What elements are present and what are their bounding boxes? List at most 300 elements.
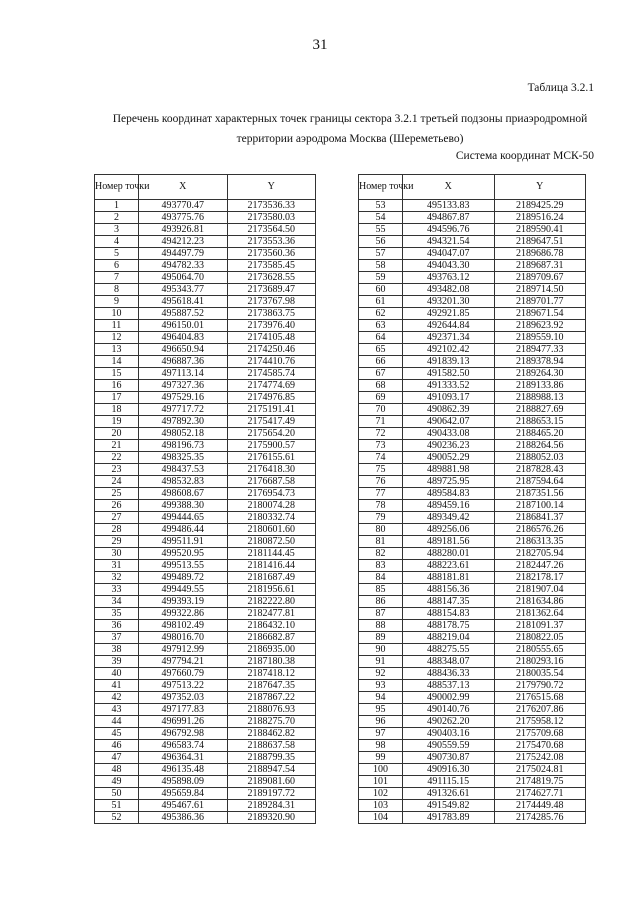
x-coordinate-cell: 493775.76 bbox=[139, 212, 228, 224]
x-coordinate-cell: 497892.30 bbox=[139, 416, 228, 428]
point-number-cell: 43 bbox=[95, 704, 139, 716]
x-coordinate-cell: 494321.54 bbox=[403, 236, 495, 248]
point-number-cell: 37 bbox=[95, 632, 139, 644]
y-coordinate-cell: 2180555.65 bbox=[494, 644, 586, 656]
y-coordinate-cell: 2189623.92 bbox=[494, 320, 586, 332]
table-row bbox=[95, 788, 316, 800]
table-row bbox=[95, 452, 316, 464]
x-coordinate-cell: 495898.09 bbox=[139, 776, 228, 788]
x-coordinate-cell: 497113.14 bbox=[139, 368, 228, 380]
y-coordinate-cell: 2189709.67 bbox=[494, 272, 586, 284]
table-row bbox=[359, 260, 586, 272]
table-row bbox=[95, 464, 316, 476]
point-number-cell: 4 bbox=[95, 236, 139, 248]
x-coordinate-cell: 497794.21 bbox=[139, 656, 228, 668]
x-coordinate-cell: 490916.30 bbox=[403, 764, 495, 776]
y-coordinate-cell: 2188052.03 bbox=[494, 452, 586, 464]
point-number-cell: 97 bbox=[359, 728, 403, 740]
y-coordinate-cell: 2189320.90 bbox=[227, 812, 316, 824]
point-number-cell: 64 bbox=[359, 332, 403, 344]
y-coordinate-cell: 2174250.46 bbox=[227, 344, 316, 356]
y-coordinate-cell: 2186935.00 bbox=[227, 644, 316, 656]
x-coordinate-cell: 492921.85 bbox=[403, 308, 495, 320]
x-coordinate-cell: 488156.36 bbox=[403, 584, 495, 596]
table-row bbox=[95, 416, 316, 428]
x-coordinate-cell: 490002.99 bbox=[403, 692, 495, 704]
table-row bbox=[359, 716, 586, 728]
x-coordinate-cell: 495133.83 bbox=[403, 200, 495, 212]
y-coordinate-cell: 2175958.12 bbox=[494, 716, 586, 728]
y-coordinate-cell: 2187828.43 bbox=[494, 464, 586, 476]
y-coordinate-cell: 2188275.70 bbox=[227, 716, 316, 728]
y-coordinate-cell: 2176155.61 bbox=[227, 452, 316, 464]
x-coordinate-cell: 491549.82 bbox=[403, 800, 495, 812]
y-coordinate-cell: 2189686.78 bbox=[494, 248, 586, 260]
x-coordinate-cell: 492102.42 bbox=[403, 344, 495, 356]
table-row bbox=[359, 740, 586, 752]
page-number: 31 bbox=[312, 37, 328, 53]
table-row bbox=[95, 296, 316, 308]
table-row bbox=[359, 488, 586, 500]
y-coordinate-cell: 2175417.49 bbox=[227, 416, 316, 428]
y-coordinate-cell: 2173580.03 bbox=[227, 212, 316, 224]
y-coordinate-cell: 2175654.20 bbox=[227, 428, 316, 440]
table-row bbox=[95, 392, 316, 404]
table-row bbox=[359, 272, 586, 284]
y-coordinate-cell: 2174774.69 bbox=[227, 380, 316, 392]
point-number-cell: 2 bbox=[95, 212, 139, 224]
point-number-cell: 39 bbox=[95, 656, 139, 668]
y-coordinate-cell: 2181144.45 bbox=[227, 548, 316, 560]
point-number-cell: 83 bbox=[359, 560, 403, 572]
point-number-cell: 78 bbox=[359, 500, 403, 512]
point-number-cell: 9 bbox=[95, 296, 139, 308]
x-coordinate-cell: 488219.04 bbox=[403, 632, 495, 644]
y-coordinate-cell: 2187594.64 bbox=[494, 476, 586, 488]
table-row bbox=[95, 704, 316, 716]
table-row bbox=[359, 788, 586, 800]
table-row bbox=[359, 476, 586, 488]
y-coordinate-cell: 2181416.44 bbox=[227, 560, 316, 572]
x-coordinate-cell: 496887.36 bbox=[139, 356, 228, 368]
table-row bbox=[95, 320, 316, 332]
table-row bbox=[95, 428, 316, 440]
y-coordinate-cell: 2174105.48 bbox=[227, 332, 316, 344]
point-number-cell: 57 bbox=[359, 248, 403, 260]
x-coordinate-cell: 490559.59 bbox=[403, 740, 495, 752]
y-coordinate-cell: 2174627.71 bbox=[494, 788, 586, 800]
y-coordinate-cell: 2182447.26 bbox=[494, 560, 586, 572]
y-coordinate-cell: 2188799.35 bbox=[227, 752, 316, 764]
x-coordinate-cell: 497177.83 bbox=[139, 704, 228, 716]
table-title-line-2: территории аэродрома Москва (Шереметьево) bbox=[236, 133, 464, 145]
point-number-cell: 62 bbox=[359, 308, 403, 320]
x-coordinate-cell: 489459.16 bbox=[403, 500, 495, 512]
y-coordinate-cell: 2187867.22 bbox=[227, 692, 316, 704]
x-coordinate-cell: 498196.73 bbox=[139, 440, 228, 452]
y-coordinate-cell: 2181956.61 bbox=[227, 584, 316, 596]
x-coordinate-cell: 498608.67 bbox=[139, 488, 228, 500]
x-coordinate-cell: 494047.07 bbox=[403, 248, 495, 260]
table-row bbox=[359, 296, 586, 308]
point-number-cell: 26 bbox=[95, 500, 139, 512]
y-coordinate-cell: 2173560.36 bbox=[227, 248, 316, 260]
y-coordinate-cell: 2187100.14 bbox=[494, 500, 586, 512]
y-coordinate-cell: 2173564.50 bbox=[227, 224, 316, 236]
x-coordinate-cell: 490140.76 bbox=[403, 704, 495, 716]
x-coordinate-cell: 493763.12 bbox=[403, 272, 495, 284]
y-coordinate-cell: 2189687.31 bbox=[494, 260, 586, 272]
y-coordinate-cell: 2175191.41 bbox=[227, 404, 316, 416]
x-coordinate-cell: 499513.55 bbox=[139, 560, 228, 572]
point-number-cell: 22 bbox=[95, 452, 139, 464]
table-row bbox=[95, 236, 316, 248]
table-row bbox=[359, 440, 586, 452]
table-row bbox=[95, 608, 316, 620]
table-body-right bbox=[359, 200, 586, 824]
table-row bbox=[359, 236, 586, 248]
point-number-cell: 61 bbox=[359, 296, 403, 308]
table-row bbox=[359, 680, 586, 692]
point-number-cell: 85 bbox=[359, 584, 403, 596]
table-label: Таблица 3.2.1 bbox=[527, 82, 594, 94]
point-number-cell: 87 bbox=[359, 608, 403, 620]
table-row bbox=[95, 524, 316, 536]
y-coordinate-cell: 2181362.64 bbox=[494, 608, 586, 620]
x-coordinate-cell: 493926.81 bbox=[139, 224, 228, 236]
y-coordinate-cell: 2188264.56 bbox=[494, 440, 586, 452]
point-number-cell: 15 bbox=[95, 368, 139, 380]
x-coordinate-cell: 499393.19 bbox=[139, 596, 228, 608]
table-row bbox=[95, 536, 316, 548]
x-coordinate-cell: 493201.30 bbox=[403, 296, 495, 308]
table-row bbox=[359, 320, 586, 332]
x-coordinate-cell: 496583.74 bbox=[139, 740, 228, 752]
point-number-cell: 18 bbox=[95, 404, 139, 416]
point-number-cell: 84 bbox=[359, 572, 403, 584]
point-number-cell: 30 bbox=[95, 548, 139, 560]
point-number-cell: 100 bbox=[359, 764, 403, 776]
x-coordinate-cell: 490052.29 bbox=[403, 452, 495, 464]
y-coordinate-cell: 2189590.41 bbox=[494, 224, 586, 236]
point-number-cell: 70 bbox=[359, 404, 403, 416]
point-number-cell: 25 bbox=[95, 488, 139, 500]
x-coordinate-cell: 491093.17 bbox=[403, 392, 495, 404]
y-coordinate-cell: 2189378.94 bbox=[494, 356, 586, 368]
table-row bbox=[359, 428, 586, 440]
point-number-cell: 54 bbox=[359, 212, 403, 224]
y-coordinate-cell: 2188637.58 bbox=[227, 740, 316, 752]
y-coordinate-cell: 2188653.15 bbox=[494, 416, 586, 428]
table-row bbox=[95, 656, 316, 668]
point-number-cell: 55 bbox=[359, 224, 403, 236]
point-number-cell: 48 bbox=[95, 764, 139, 776]
point-number-cell: 8 bbox=[95, 284, 139, 296]
x-coordinate-cell: 490236.23 bbox=[403, 440, 495, 452]
point-number-cell: 12 bbox=[95, 332, 139, 344]
x-coordinate-cell: 495618.41 bbox=[139, 296, 228, 308]
y-coordinate-cell: 2175470.68 bbox=[494, 740, 586, 752]
table-row bbox=[95, 500, 316, 512]
y-coordinate-cell: 2187647.35 bbox=[227, 680, 316, 692]
table-row bbox=[359, 764, 586, 776]
table-row bbox=[95, 632, 316, 644]
table-row bbox=[359, 416, 586, 428]
y-coordinate-cell: 2173767.98 bbox=[227, 296, 316, 308]
x-coordinate-cell: 493482.08 bbox=[403, 284, 495, 296]
x-coordinate-cell: 496150.01 bbox=[139, 320, 228, 332]
table-row bbox=[95, 332, 316, 344]
point-number-cell: 95 bbox=[359, 704, 403, 716]
point-number-cell: 68 bbox=[359, 380, 403, 392]
point-number-cell: 101 bbox=[359, 776, 403, 788]
x-coordinate-cell: 499486.44 bbox=[139, 524, 228, 536]
point-number-cell: 6 bbox=[95, 260, 139, 272]
x-coordinate-cell: 495467.61 bbox=[139, 800, 228, 812]
point-number-cell: 74 bbox=[359, 452, 403, 464]
table-row bbox=[359, 632, 586, 644]
point-number-cell: 1 bbox=[95, 200, 139, 212]
point-number-cell: 29 bbox=[95, 536, 139, 548]
point-number-cell: 40 bbox=[95, 668, 139, 680]
table-row bbox=[359, 800, 586, 812]
header-point-number: Номер точки bbox=[95, 175, 139, 200]
table-row bbox=[95, 476, 316, 488]
x-coordinate-cell: 490262.20 bbox=[403, 716, 495, 728]
table-row bbox=[95, 716, 316, 728]
y-coordinate-cell: 2181634.86 bbox=[494, 596, 586, 608]
x-coordinate-cell: 496364.31 bbox=[139, 752, 228, 764]
y-coordinate-cell: 2173689.47 bbox=[227, 284, 316, 296]
table-row bbox=[95, 512, 316, 524]
table-header-row bbox=[95, 175, 316, 200]
y-coordinate-cell: 2189284.31 bbox=[227, 800, 316, 812]
x-coordinate-cell: 489256.06 bbox=[403, 524, 495, 536]
header-point-number: Номер точки bbox=[359, 175, 403, 200]
point-number-cell: 98 bbox=[359, 740, 403, 752]
y-coordinate-cell: 2173553.36 bbox=[227, 236, 316, 248]
x-coordinate-cell: 491326.61 bbox=[403, 788, 495, 800]
point-number-cell: 42 bbox=[95, 692, 139, 704]
point-number-cell: 50 bbox=[95, 788, 139, 800]
table-row bbox=[95, 212, 316, 224]
x-coordinate-cell: 497352.03 bbox=[139, 692, 228, 704]
y-coordinate-cell: 2176687.58 bbox=[227, 476, 316, 488]
x-coordinate-cell: 490403.16 bbox=[403, 728, 495, 740]
table-row bbox=[95, 584, 316, 596]
point-number-cell: 35 bbox=[95, 608, 139, 620]
point-number-cell: 71 bbox=[359, 416, 403, 428]
x-coordinate-cell: 488147.35 bbox=[403, 596, 495, 608]
x-coordinate-cell: 488154.83 bbox=[403, 608, 495, 620]
x-coordinate-cell: 493770.47 bbox=[139, 200, 228, 212]
table-row bbox=[359, 644, 586, 656]
x-coordinate-cell: 495659.84 bbox=[139, 788, 228, 800]
y-coordinate-cell: 2187180.38 bbox=[227, 656, 316, 668]
point-number-cell: 88 bbox=[359, 620, 403, 632]
x-coordinate-cell: 491839.13 bbox=[403, 356, 495, 368]
y-coordinate-cell: 2188076.93 bbox=[227, 704, 316, 716]
table-row bbox=[359, 368, 586, 380]
y-coordinate-cell: 2189133.86 bbox=[494, 380, 586, 392]
point-number-cell: 86 bbox=[359, 596, 403, 608]
y-coordinate-cell: 2180872.50 bbox=[227, 536, 316, 548]
coordinates-table-left bbox=[94, 174, 316, 824]
y-coordinate-cell: 2173536.33 bbox=[227, 200, 316, 212]
table-row bbox=[95, 404, 316, 416]
y-coordinate-cell: 2189701.77 bbox=[494, 296, 586, 308]
point-number-cell: 80 bbox=[359, 524, 403, 536]
point-number-cell: 13 bbox=[95, 344, 139, 356]
point-number-cell: 10 bbox=[95, 308, 139, 320]
table-row bbox=[359, 224, 586, 236]
table-header-row bbox=[359, 175, 586, 200]
x-coordinate-cell: 492644.84 bbox=[403, 320, 495, 332]
y-coordinate-cell: 2175709.68 bbox=[494, 728, 586, 740]
x-coordinate-cell: 488181.81 bbox=[403, 572, 495, 584]
coordinates-table-right bbox=[358, 174, 586, 824]
table-row bbox=[95, 776, 316, 788]
header-y: Y bbox=[227, 175, 316, 200]
y-coordinate-cell: 2189671.54 bbox=[494, 308, 586, 320]
x-coordinate-cell: 490862.39 bbox=[403, 404, 495, 416]
table-row bbox=[95, 548, 316, 560]
y-coordinate-cell: 2186313.35 bbox=[494, 536, 586, 548]
y-coordinate-cell: 2187418.12 bbox=[227, 668, 316, 680]
table-row bbox=[359, 500, 586, 512]
table-row bbox=[95, 344, 316, 356]
table-row bbox=[359, 704, 586, 716]
point-number-cell: 32 bbox=[95, 572, 139, 584]
table-body-left bbox=[95, 200, 316, 824]
y-coordinate-cell: 2181907.04 bbox=[494, 584, 586, 596]
y-coordinate-cell: 2186576.26 bbox=[494, 524, 586, 536]
y-coordinate-cell: 2181687.49 bbox=[227, 572, 316, 584]
y-coordinate-cell: 2189081.60 bbox=[227, 776, 316, 788]
point-number-cell: 69 bbox=[359, 392, 403, 404]
y-coordinate-cell: 2180074.28 bbox=[227, 500, 316, 512]
point-number-cell: 27 bbox=[95, 512, 139, 524]
point-number-cell: 5 bbox=[95, 248, 139, 260]
x-coordinate-cell: 497529.16 bbox=[139, 392, 228, 404]
point-number-cell: 81 bbox=[359, 536, 403, 548]
table-row bbox=[359, 536, 586, 548]
point-number-cell: 38 bbox=[95, 644, 139, 656]
y-coordinate-cell: 2174819.75 bbox=[494, 776, 586, 788]
point-number-cell: 93 bbox=[359, 680, 403, 692]
x-coordinate-cell: 499520.95 bbox=[139, 548, 228, 560]
y-coordinate-cell: 2176418.30 bbox=[227, 464, 316, 476]
y-coordinate-cell: 2174585.74 bbox=[227, 368, 316, 380]
point-number-cell: 44 bbox=[95, 716, 139, 728]
table-row bbox=[359, 404, 586, 416]
y-coordinate-cell: 2180601.60 bbox=[227, 524, 316, 536]
x-coordinate-cell: 497660.79 bbox=[139, 668, 228, 680]
table-row bbox=[359, 200, 586, 212]
x-coordinate-cell: 498325.35 bbox=[139, 452, 228, 464]
point-number-cell: 31 bbox=[95, 560, 139, 572]
x-coordinate-cell: 499444.65 bbox=[139, 512, 228, 524]
y-coordinate-cell: 2173863.75 bbox=[227, 308, 316, 320]
y-coordinate-cell: 2180293.16 bbox=[494, 656, 586, 668]
point-number-cell: 66 bbox=[359, 356, 403, 368]
x-coordinate-cell: 495343.77 bbox=[139, 284, 228, 296]
table-row bbox=[359, 560, 586, 572]
x-coordinate-cell: 494596.76 bbox=[403, 224, 495, 236]
x-coordinate-cell: 499388.30 bbox=[139, 500, 228, 512]
table-row bbox=[95, 440, 316, 452]
table-row bbox=[359, 512, 586, 524]
y-coordinate-cell: 2176207.86 bbox=[494, 704, 586, 716]
table-row bbox=[95, 764, 316, 776]
point-number-cell: 60 bbox=[359, 284, 403, 296]
x-coordinate-cell: 499449.55 bbox=[139, 584, 228, 596]
table-row bbox=[359, 776, 586, 788]
x-coordinate-cell: 498016.70 bbox=[139, 632, 228, 644]
y-coordinate-cell: 2173585.45 bbox=[227, 260, 316, 272]
point-number-cell: 94 bbox=[359, 692, 403, 704]
x-coordinate-cell: 497717.72 bbox=[139, 404, 228, 416]
x-coordinate-cell: 495064.70 bbox=[139, 272, 228, 284]
y-coordinate-cell: 2186682.87 bbox=[227, 632, 316, 644]
table-row bbox=[359, 584, 586, 596]
y-coordinate-cell: 2175024.81 bbox=[494, 764, 586, 776]
table-row bbox=[359, 572, 586, 584]
x-coordinate-cell: 494782.33 bbox=[139, 260, 228, 272]
y-coordinate-cell: 2180822.05 bbox=[494, 632, 586, 644]
point-number-cell: 7 bbox=[95, 272, 139, 284]
y-coordinate-cell: 2189425.29 bbox=[494, 200, 586, 212]
point-number-cell: 96 bbox=[359, 716, 403, 728]
x-coordinate-cell: 489725.95 bbox=[403, 476, 495, 488]
point-number-cell: 65 bbox=[359, 344, 403, 356]
y-coordinate-cell: 2180332.74 bbox=[227, 512, 316, 524]
table-row bbox=[95, 644, 316, 656]
y-coordinate-cell: 2182178.17 bbox=[494, 572, 586, 584]
x-coordinate-cell: 499322.86 bbox=[139, 608, 228, 620]
y-coordinate-cell: 2189647.51 bbox=[494, 236, 586, 248]
point-number-cell: 41 bbox=[95, 680, 139, 692]
point-number-cell: 67 bbox=[359, 368, 403, 380]
x-coordinate-cell: 498437.53 bbox=[139, 464, 228, 476]
table-row bbox=[359, 692, 586, 704]
point-number-cell: 16 bbox=[95, 380, 139, 392]
coordinate-system-label: Система координат МСК-50 bbox=[455, 150, 594, 162]
y-coordinate-cell: 2186841.37 bbox=[494, 512, 586, 524]
point-number-cell: 103 bbox=[359, 800, 403, 812]
point-number-cell: 17 bbox=[95, 392, 139, 404]
table-row bbox=[359, 344, 586, 356]
point-number-cell: 99 bbox=[359, 752, 403, 764]
x-coordinate-cell: 490433.08 bbox=[403, 428, 495, 440]
table-row bbox=[359, 620, 586, 632]
x-coordinate-cell: 489349.42 bbox=[403, 512, 495, 524]
point-number-cell: 63 bbox=[359, 320, 403, 332]
point-number-cell: 3 bbox=[95, 224, 139, 236]
point-number-cell: 19 bbox=[95, 416, 139, 428]
point-number-cell: 11 bbox=[95, 320, 139, 332]
y-coordinate-cell: 2176954.73 bbox=[227, 488, 316, 500]
y-coordinate-cell: 2186432.10 bbox=[227, 620, 316, 632]
table-row bbox=[95, 680, 316, 692]
table-row bbox=[95, 248, 316, 260]
point-number-cell: 82 bbox=[359, 548, 403, 560]
table-row bbox=[359, 812, 586, 824]
x-coordinate-cell: 494867.87 bbox=[403, 212, 495, 224]
point-number-cell: 72 bbox=[359, 428, 403, 440]
table-row bbox=[95, 488, 316, 500]
y-coordinate-cell: 2181091.37 bbox=[494, 620, 586, 632]
